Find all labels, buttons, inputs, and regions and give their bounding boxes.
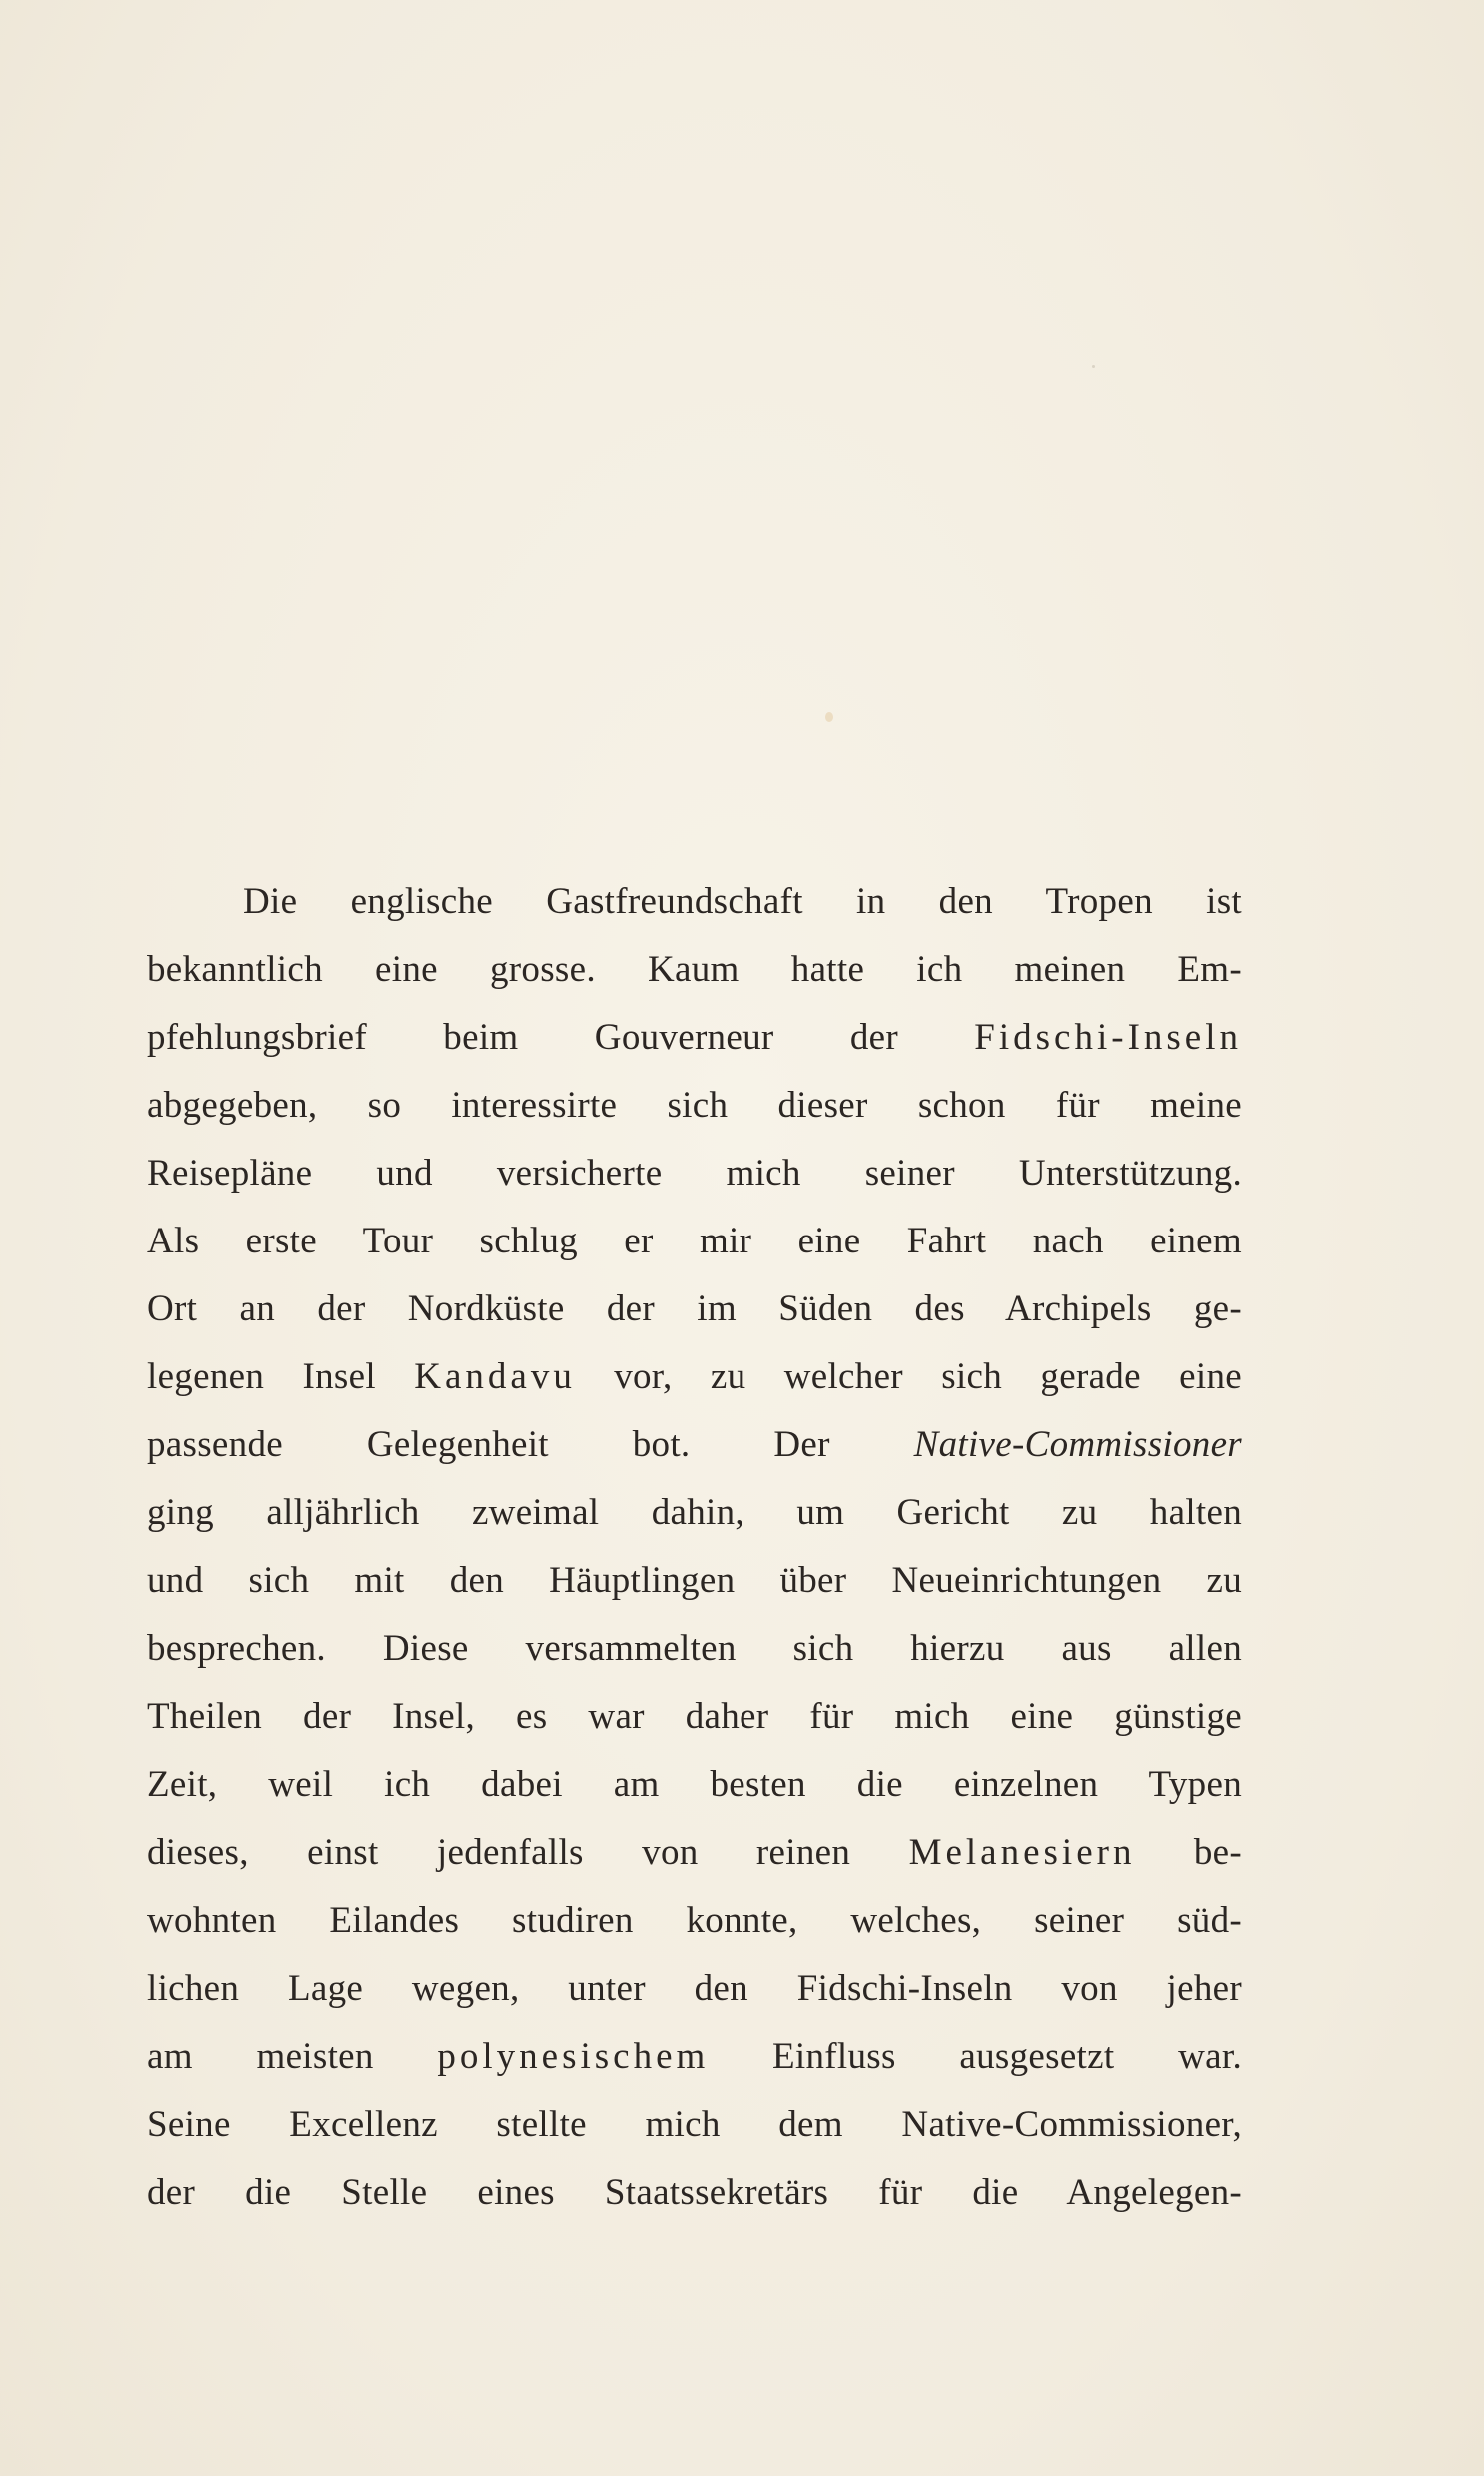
paper-stain bbox=[825, 712, 833, 722]
italic-text: Native-Commissioner bbox=[913, 1424, 1242, 1465]
text-line: und sich mit den Häuptlingen über Neueinrichtungen zu bbox=[147, 1560, 1242, 1601]
text-line bbox=[147, 1819, 1242, 1887]
paper-speck bbox=[1092, 365, 1095, 368]
spaced-text: Kandavu bbox=[414, 1356, 576, 1397]
text-line bbox=[147, 1411, 1242, 1479]
text-line: Als erste Tour schlug er mir eine Fahrt nach einem bbox=[147, 1221, 1242, 1261]
body-paragraph bbox=[147, 868, 1242, 2227]
text-line: Theilen der Insel, es war daher für mich eine günstige bbox=[147, 1696, 1242, 1737]
text-segment: legenen Insel bbox=[147, 1356, 415, 1397]
text-segment: Einfluss ausgesetzt war. bbox=[709, 2036, 1242, 2077]
text-segment: passende Gelegenheit bot. Der bbox=[147, 1424, 914, 1465]
text-line: wohnten Eilandes studiren konnte, welches, seiner süd- bbox=[147, 1900, 1242, 1941]
text-line: der die Stelle eines Staatssekretärs für die Angelegen- bbox=[147, 2172, 1242, 2213]
text-segment: dieses, einst jedenfalls von reinen bbox=[147, 1832, 909, 1873]
text-line: lichen Lage wegen, unter den Fidschi-Inseln von jeher bbox=[147, 1968, 1242, 2009]
text-line: bekanntlich eine grosse. Kaum hatte ich meinen Em- bbox=[147, 949, 1242, 990]
text-line bbox=[147, 2023, 1242, 2091]
spaced-text: Fidschi-Inseln bbox=[974, 1017, 1242, 1058]
text-line: Die englische Gastfreundschaft in den Tropen ist bbox=[243, 881, 1242, 922]
text-line: Zeit, weil ich dabei am besten die einzelnen Typen bbox=[147, 1764, 1242, 1805]
text-line: Ort an der Nordküste der im Süden des Archipels ge- bbox=[147, 1288, 1242, 1329]
text-segment: vor, zu welcher sich gerade eine bbox=[575, 1356, 1242, 1397]
text-segment: pfehlungsbrief beim Gouverneur der bbox=[147, 1017, 975, 1058]
text-line bbox=[147, 1343, 1242, 1411]
text-segment: be- bbox=[1135, 1832, 1242, 1873]
text-line: besprechen. Diese versammelten sich hierzu aus allen bbox=[147, 1628, 1242, 1669]
text-line bbox=[147, 1004, 1242, 1072]
text-line: abgegeben, so interessirte sich dieser schon für meine bbox=[147, 1085, 1242, 1126]
text-segment: am meisten bbox=[147, 2036, 438, 2077]
text-line: Reisepläne und versicherte mich seiner Unterstützung. bbox=[147, 1153, 1242, 1194]
spaced-text: polynesischem bbox=[437, 2036, 710, 2077]
text-line: Seine Excellenz stellte mich dem Native-Commissioner, bbox=[147, 2104, 1242, 2145]
text-line: ging alljährlich zweimal dahin, um Gericht zu halten bbox=[147, 1492, 1242, 1533]
spaced-text: Melanesiern bbox=[908, 1832, 1136, 1873]
